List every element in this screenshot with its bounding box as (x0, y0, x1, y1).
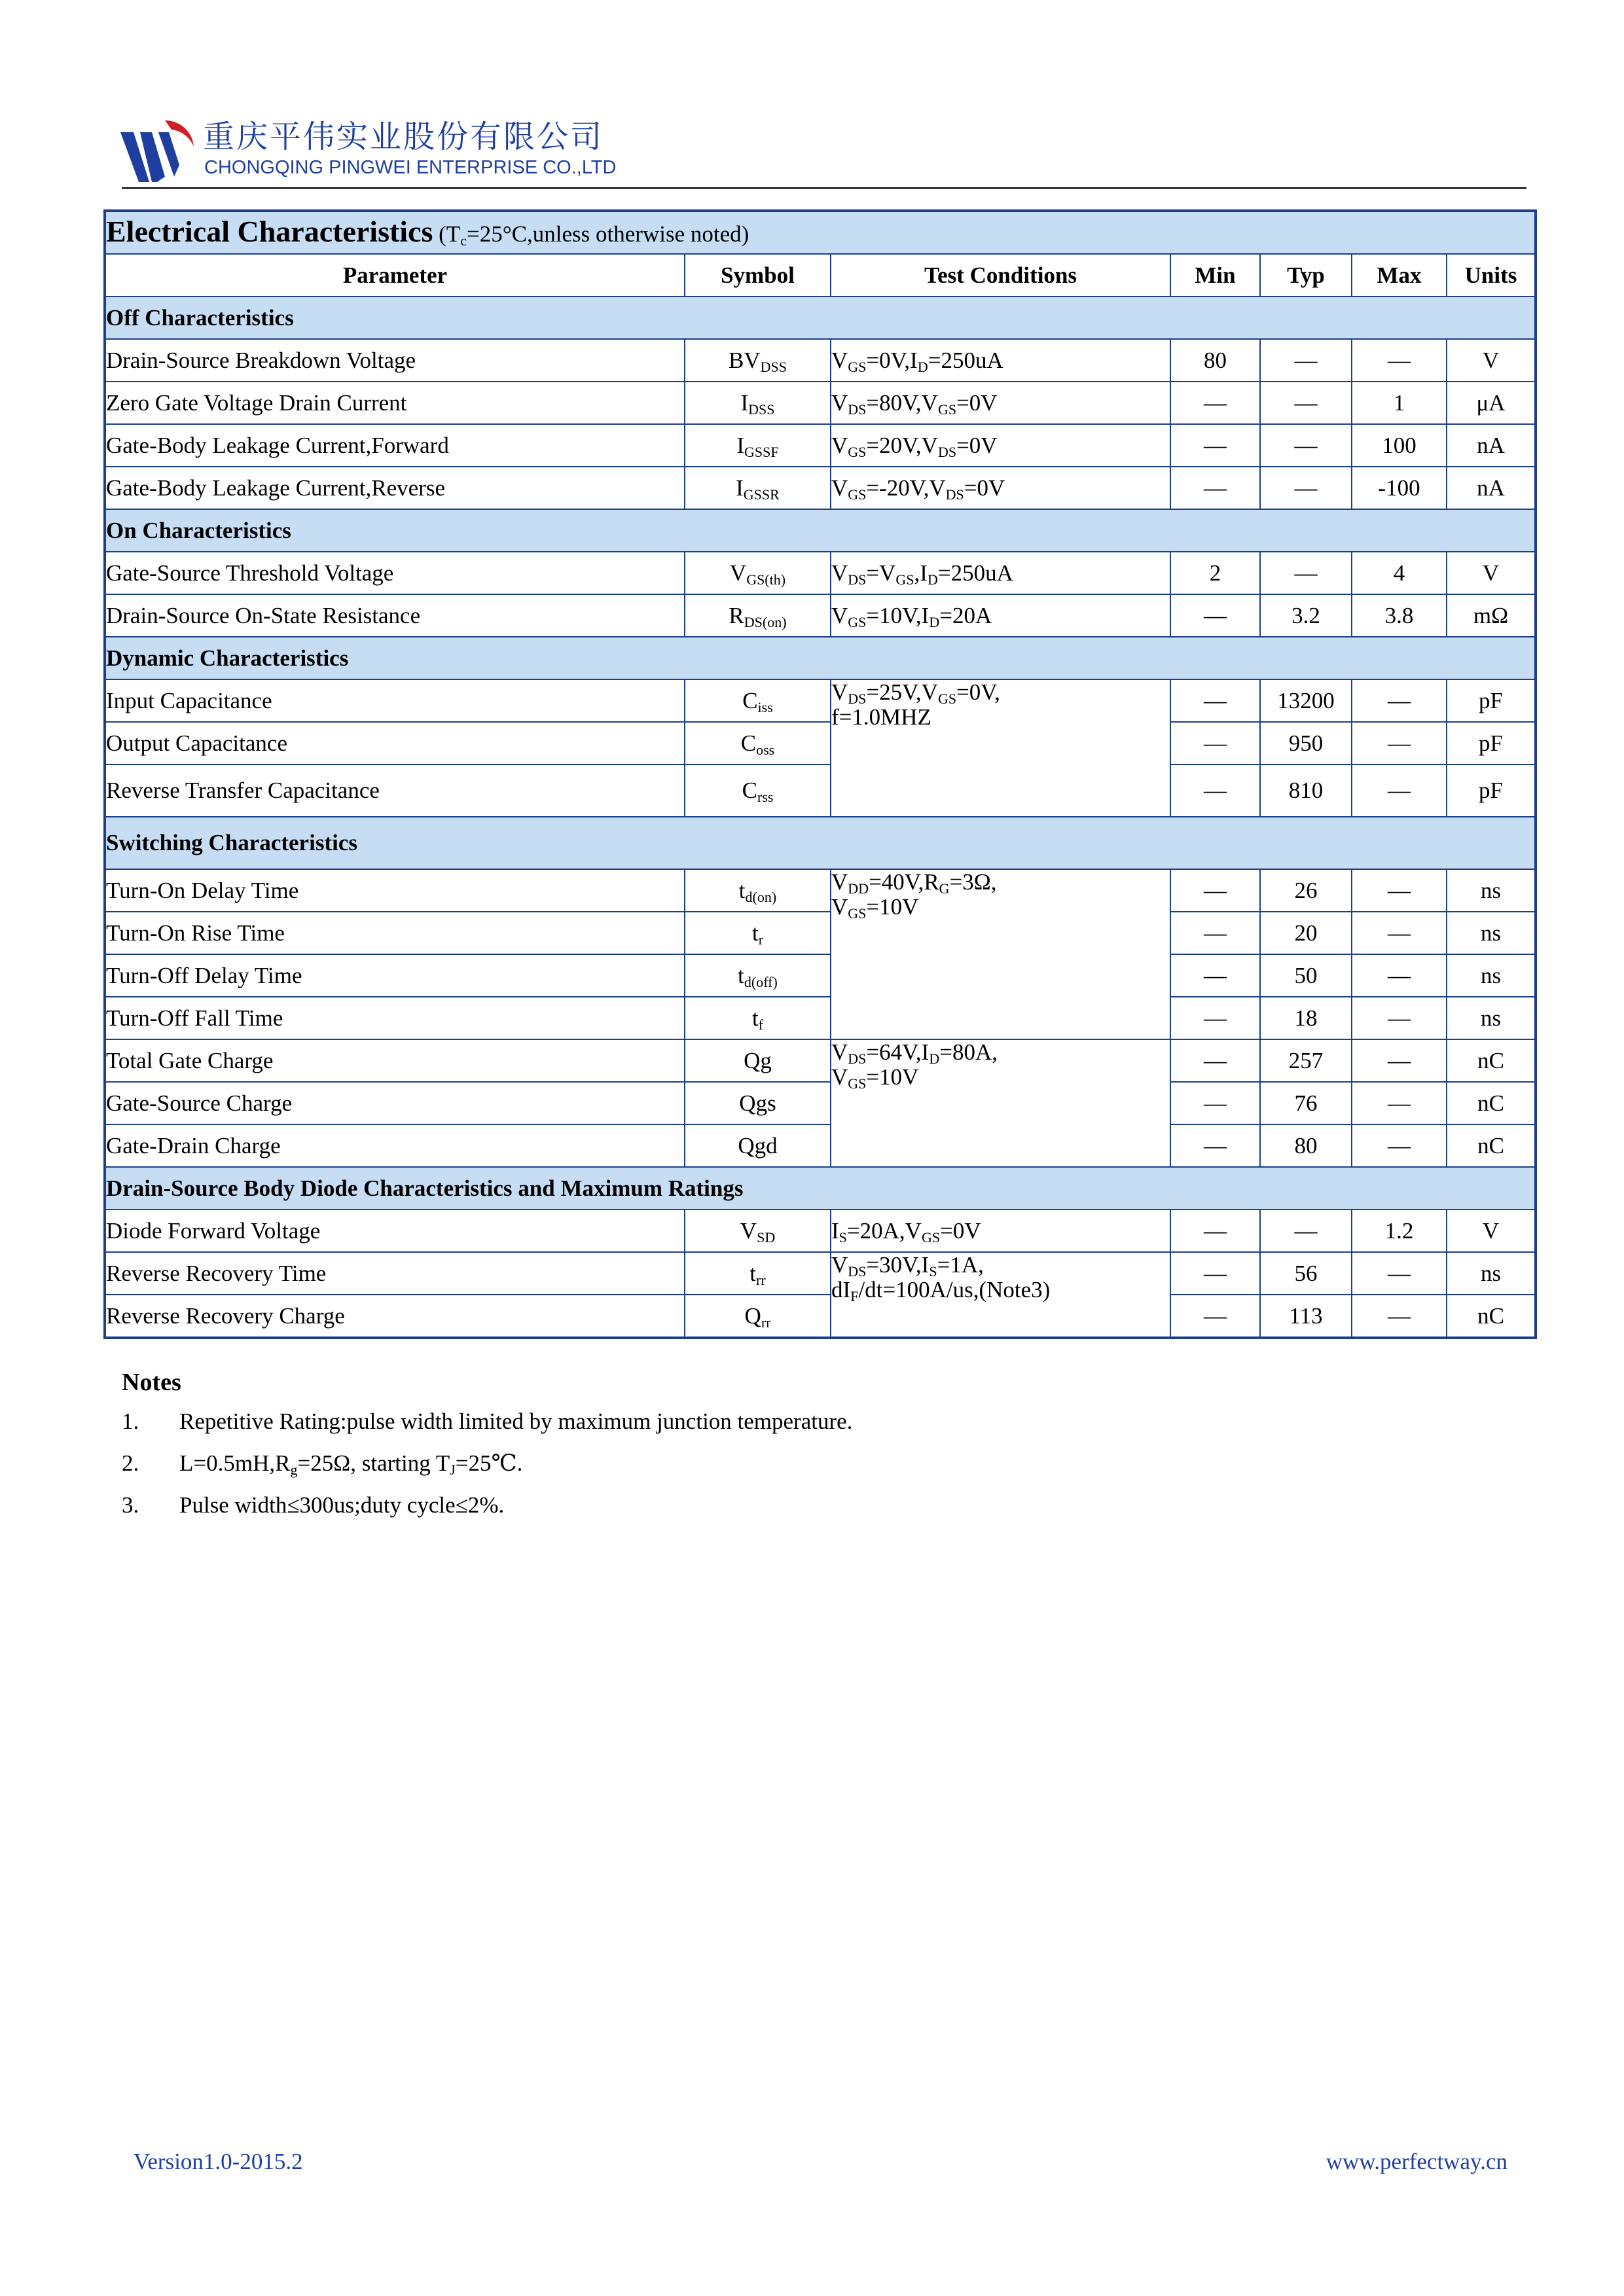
unit-cell: nA (1447, 424, 1536, 467)
table-row (105, 679, 1536, 722)
symbol-cell: $I_{DSS}$ (685, 382, 831, 424)
param-cell: Total Gate Charge (105, 1039, 685, 1082)
typ-cell: 26 (1260, 869, 1352, 912)
symbol-cell: $V_{GS(th)}$ (685, 552, 831, 594)
typ-cell: 76 (1260, 1082, 1352, 1124)
test-condition-cell: $V_{DS}=80V,V_{GS}=0V$ (831, 382, 1170, 424)
table-row (105, 552, 1536, 594)
table-row (105, 869, 1536, 912)
max-cell: 1 (1352, 382, 1447, 424)
unit-cell: V (1447, 339, 1536, 382)
min-cell: — (1170, 1082, 1260, 1124)
min-cell: — (1170, 382, 1260, 424)
param-cell: Diode Forward Voltage (105, 1210, 685, 1252)
notes-section (122, 1368, 852, 1534)
param-cell: Reverse Recovery Charge (105, 1295, 685, 1338)
symbol-cell: $C_{rss}$ (685, 764, 831, 817)
param-cell: Input Capacitance (105, 679, 685, 722)
param-cell: Turn-On Rise Time (105, 912, 685, 954)
test-condition-cell: $I_S=20A,V_{GS}=0V$ (831, 1210, 1170, 1252)
min-cell: — (1170, 764, 1260, 817)
table-title-row (105, 211, 1536, 254)
company-name-cn: 重庆平伟实业股份有限公司 (203, 118, 604, 155)
typ-cell: 950 (1260, 722, 1352, 764)
table-title: Electrical Characteristics (106, 214, 433, 248)
table-row (105, 764, 1536, 817)
max-cell: 3.8 (1352, 594, 1447, 637)
max-cell: — (1352, 339, 1447, 382)
max-cell: — (1352, 912, 1447, 954)
gate-charge-conditions: $V_{DS}=64V,I_D=80A$, $V_{GS}=10V$ (831, 1039, 1170, 1167)
min-cell: — (1170, 1295, 1260, 1338)
min-cell: 80 (1170, 339, 1260, 382)
company-name-en: CHONGQING PINGWEI ENTERPRISE CO.,LTD (204, 157, 617, 178)
table-header-row (105, 254, 1536, 296)
min-cell: — (1170, 1039, 1260, 1082)
footer-version: Version1.0-2015.2 (134, 2149, 303, 2174)
typ-cell: — (1260, 467, 1352, 509)
header-symbol: Symbol (685, 254, 831, 296)
typ-cell: 113 (1260, 1295, 1352, 1338)
max-cell: — (1352, 1082, 1447, 1124)
unit-cell: ns (1447, 869, 1536, 912)
symbol-cell: $t_{rr}$ (685, 1252, 831, 1295)
unit-cell: pF (1447, 722, 1536, 764)
note-item: 3. Pulse width≤300us;duty cycle≤2%. (122, 1492, 505, 1518)
symbol-cell: $t_f$ (685, 997, 831, 1039)
symbol-cell: Qg (685, 1039, 831, 1082)
typ-cell: 50 (1260, 954, 1352, 997)
table-row (105, 1210, 1536, 1252)
symbol-cell: $t_{d(on)}$ (685, 869, 831, 912)
param-cell: Turn-Off Fall Time (105, 997, 685, 1039)
header-divider (122, 187, 1526, 189)
unit-cell: nA (1447, 467, 1536, 509)
header-test-conditions: Test Conditions (831, 254, 1170, 296)
typ-cell: 13200 (1260, 679, 1352, 722)
max-cell: — (1352, 1295, 1447, 1338)
table-row (105, 997, 1536, 1039)
table-row (105, 467, 1536, 509)
max-cell: — (1352, 1124, 1447, 1167)
unit-cell: V (1447, 1210, 1536, 1252)
param-cell: Turn-On Delay Time (105, 869, 685, 912)
param-cell: Reverse Recovery Time (105, 1252, 685, 1295)
symbol-cell: $BV_{DSS}$ (685, 339, 831, 382)
table-row (105, 382, 1536, 424)
max-cell: 4 (1352, 552, 1447, 594)
symbol-cell: Qgs (685, 1082, 831, 1124)
switching-conditions: $V_{DD}=40V,R_G=3\Omega$, $V_{GS}=10V$ (831, 869, 1170, 1039)
min-cell: — (1170, 722, 1260, 764)
symbol-cell: $t_{d(off)}$ (685, 954, 831, 997)
max-cell: 1.2 (1352, 1210, 1447, 1252)
table-row (105, 954, 1536, 997)
max-cell: 100 (1352, 424, 1447, 467)
symbol-cell: $I_{GSSR}$ (685, 467, 831, 509)
symbol-cell: Qgd (685, 1124, 831, 1167)
section-diode: Drain-Source Body Diode Characteristics and Maximum Ratings (105, 1167, 1536, 1210)
unit-cell: pF (1447, 764, 1536, 817)
typ-cell: 18 (1260, 997, 1352, 1039)
unit-cell: ns (1447, 997, 1536, 1039)
param-cell: Drain-Source On-State Resistance (105, 594, 685, 637)
test-condition-cell: $V_{GS}=10V,I_D=20A$ (831, 594, 1170, 637)
unit-cell: V (1447, 552, 1536, 594)
table-row (105, 1124, 1536, 1167)
min-cell: — (1170, 1210, 1260, 1252)
section-off: Off Characteristics (105, 296, 1536, 339)
reverse-recovery-conditions: $V_{DS}=30V,I_S=1A$, $dI_F/dt=100A/us,(Note3)$ (831, 1252, 1170, 1338)
max-cell: — (1352, 764, 1447, 817)
param-cell: Reverse Transfer Capacitance (105, 764, 685, 817)
max-cell: — (1352, 1039, 1447, 1082)
unit-cell: pF (1447, 679, 1536, 722)
typ-cell: 80 (1260, 1124, 1352, 1167)
symbol-cell: $R_{DS(on)}$ (685, 594, 831, 637)
section-switching: Switching Characteristics (105, 817, 1536, 869)
table-row (105, 912, 1536, 954)
max-cell: — (1352, 722, 1447, 764)
symbol-cell: $C_{iss}$ (685, 679, 831, 722)
page-header (119, 111, 1526, 190)
unit-cell: nC (1447, 1295, 1536, 1338)
param-cell: Gate-Body Leakage Current,Forward (105, 424, 685, 467)
notes-title: Notes (122, 1369, 181, 1396)
typ-cell: 810 (1260, 764, 1352, 817)
unit-cell: nC (1447, 1124, 1536, 1167)
electrical-characteristics-table (103, 209, 1537, 1339)
table-row (105, 1082, 1536, 1124)
typ-cell: — (1260, 424, 1352, 467)
max-cell: — (1352, 954, 1447, 997)
param-cell: Output Capacitance (105, 722, 685, 764)
min-cell: — (1170, 1252, 1260, 1295)
note-item: 1. Repetitive Rating:pulse width limited by maximum junction temperature. (122, 1408, 853, 1434)
test-condition-cell: $V_{GS}=20V,V_{DS}=0V$ (831, 424, 1170, 467)
typ-cell: 56 (1260, 1252, 1352, 1295)
table-title-condition: ($T_c=25^\circ C,unless$ otherwise noted) (439, 221, 749, 249)
min-cell: — (1170, 594, 1260, 637)
test-condition-cell: $V_{GS}=0V,I_D=250uA$ (831, 339, 1170, 382)
param-cell: Gate-Body Leakage Current,Reverse (105, 467, 685, 509)
param-cell: Zero Gate Voltage Drain Current (105, 382, 685, 424)
min-cell: — (1170, 954, 1260, 997)
unit-cell: ns (1447, 1252, 1536, 1295)
capacitance-conditions: $V_{DS}=25V,V_{GS}=0V$, f=1.0MHZ (831, 679, 1170, 817)
table-row (105, 594, 1536, 637)
symbol-cell: $I_{GSSF}$ (685, 424, 831, 467)
symbol-cell: $t_r$ (685, 912, 831, 954)
param-cell: Gate-Drain Charge (105, 1124, 685, 1167)
param-cell: Drain-Source Breakdown Voltage (105, 339, 685, 382)
param-cell: Gate-Source Charge (105, 1082, 685, 1124)
max-cell: — (1352, 679, 1447, 722)
header-typ: Typ (1260, 254, 1352, 296)
header-units: Units (1447, 254, 1536, 296)
unit-cell: nC (1447, 1082, 1536, 1124)
table-row (105, 1252, 1536, 1295)
max-cell: — (1352, 1252, 1447, 1295)
min-cell: 2 (1170, 552, 1260, 594)
unit-cell: ns (1447, 912, 1536, 954)
unit-cell: nC (1447, 1039, 1536, 1082)
typ-cell: 20 (1260, 912, 1352, 954)
table-row (105, 424, 1536, 467)
company-logo-icon (119, 118, 195, 186)
typ-cell: — (1260, 1210, 1352, 1252)
min-cell: — (1170, 424, 1260, 467)
max-cell: — (1352, 869, 1447, 912)
test-condition-cell: $V_{GS}=-20V,V_{DS}=0V$ (831, 467, 1170, 509)
header-parameter: Parameter (105, 254, 685, 296)
unit-cell: μA (1447, 382, 1536, 424)
min-cell: — (1170, 869, 1260, 912)
max-cell: -100 (1352, 467, 1447, 509)
typ-cell: 257 (1260, 1039, 1352, 1082)
min-cell: — (1170, 679, 1260, 722)
param-cell: Gate-Source Threshold Voltage (105, 552, 685, 594)
symbol-cell: $C_{oss}$ (685, 722, 831, 764)
section-dynamic: Dynamic Characteristics (105, 637, 1536, 679)
section-on: On Characteristics (105, 509, 1536, 552)
footer-website: www.perfectway.cn (1326, 2149, 1507, 2174)
table-row (105, 1295, 1536, 1338)
min-cell: — (1170, 467, 1260, 509)
test-condition-cell: $V_{DS}=V_{GS},I_D=250uA$ (831, 552, 1170, 594)
typ-cell: — (1260, 339, 1352, 382)
table-row (105, 339, 1536, 382)
typ-cell: — (1260, 552, 1352, 594)
param-cell: Turn-Off Delay Time (105, 954, 685, 997)
unit-cell: ns (1447, 954, 1536, 997)
max-cell: — (1352, 997, 1447, 1039)
symbol-cell: $V_{SD}$ (685, 1210, 831, 1252)
table-row (105, 1039, 1536, 1082)
typ-cell: — (1260, 382, 1352, 424)
note-item: 2. $L=0.5mH,R_g=25\Omega$, starting $T_J=25℃$. (122, 1450, 523, 1478)
min-cell: — (1170, 912, 1260, 954)
min-cell: — (1170, 997, 1260, 1039)
symbol-cell: $Q_{rr}$ (685, 1295, 831, 1338)
typ-cell: 3.2 (1260, 594, 1352, 637)
table-row (105, 722, 1536, 764)
unit-cell: mΩ (1447, 594, 1536, 637)
header-min: Min (1170, 254, 1260, 296)
min-cell: — (1170, 1124, 1260, 1167)
header-max: Max (1352, 254, 1447, 296)
